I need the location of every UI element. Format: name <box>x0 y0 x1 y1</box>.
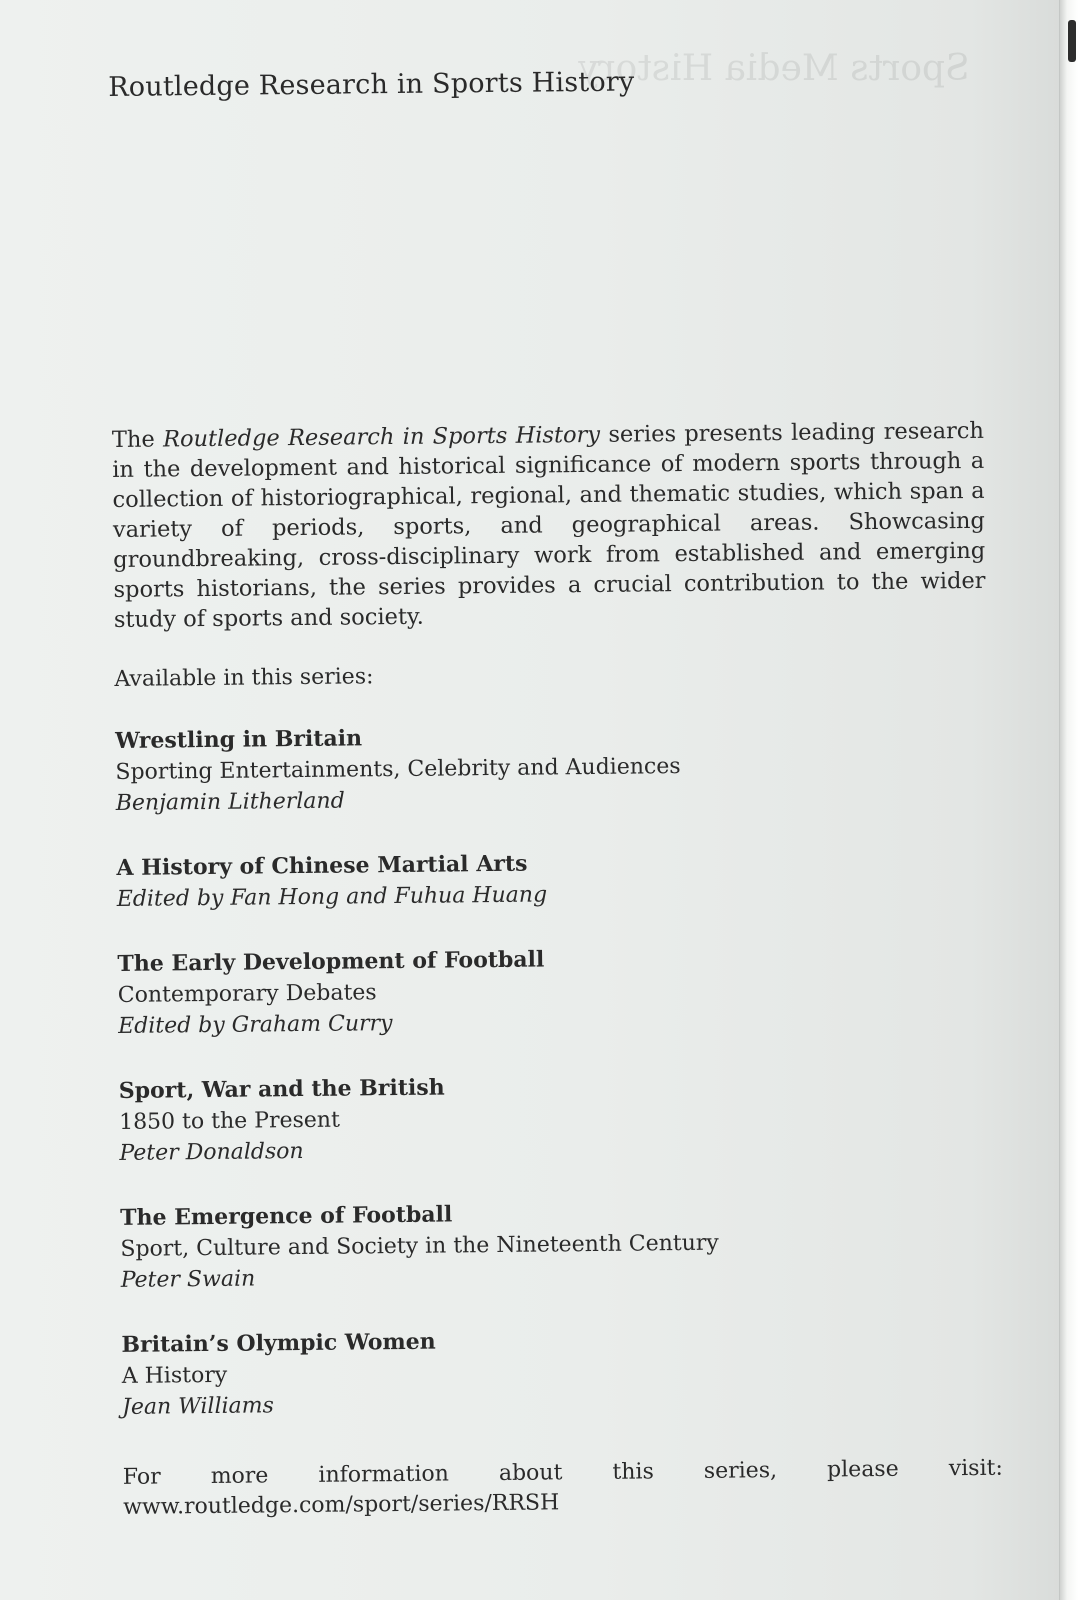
series-title: Routledge Research in Sports History <box>108 66 635 103</box>
book-entry <box>120 1194 1001 1296</box>
book-author: Edited by Graham Curry <box>117 1011 393 1039</box>
book-entry <box>116 844 997 915</box>
intro-body: series presents leading research in the development and historical significance of modern sports through a collection of historiographical, regional, and thematic studies, which span a variety of periods, sports, and geographical areas. Showcasing groundbreaking, cross-disciplinary work from established and emerging sports historians, the series provides a crucial contribution to the wider study of sports and society. <box>112 417 986 633</box>
book-title: The Emergence of Football <box>119 1201 453 1231</box>
more-info-text: For more information about this series, please visit: www.routledge.com/sport/series/RRSH <box>122 1455 1003 1520</box>
book-author: Jean Williams <box>121 1393 274 1420</box>
book-author: Peter Donaldson <box>119 1139 304 1166</box>
available-label: Available in this series: <box>114 664 374 692</box>
intro-series-name: Routledge Research in Sports History <box>162 421 601 453</box>
book-entry <box>115 717 996 819</box>
book-author: Benjamin Litherland <box>115 788 345 816</box>
book-entry <box>119 1067 1000 1169</box>
book-list <box>115 717 1002 1423</box>
book-title: The Early Development of Football <box>117 946 545 977</box>
show-through-text: Sports Media History <box>578 48 970 89</box>
page-content <box>108 51 1004 1545</box>
book-subtitle: 1850 to the Present <box>118 1107 340 1135</box>
book-title: A History of Chinese Martial Arts <box>116 850 528 881</box>
intro-prefix: The <box>111 426 164 453</box>
book-author: Peter Swain <box>120 1266 256 1293</box>
book-subtitle: Contemporary Debates <box>117 980 377 1008</box>
page-edge <box>1059 0 1078 1600</box>
series-description <box>112 416 986 635</box>
book-entry <box>117 940 998 1042</box>
book-title: Britain’s Olympic Women <box>121 1328 436 1358</box>
book-subtitle: A History <box>121 1362 228 1389</box>
book-title: Wrestling in Britain <box>114 725 363 754</box>
book-entry <box>121 1321 1002 1423</box>
book-title: Sport, War and the British <box>118 1074 445 1104</box>
book-subtitle: Sporting Entertainments, Celebrity and Audiences <box>115 754 681 785</box>
edge-mark <box>1068 20 1076 62</box>
book-author: Edited by Fan Hong and Fuhua Huang <box>116 882 548 912</box>
book-subtitle: Sport, Culture and Society in the Nineteenth Century <box>120 1230 719 1262</box>
